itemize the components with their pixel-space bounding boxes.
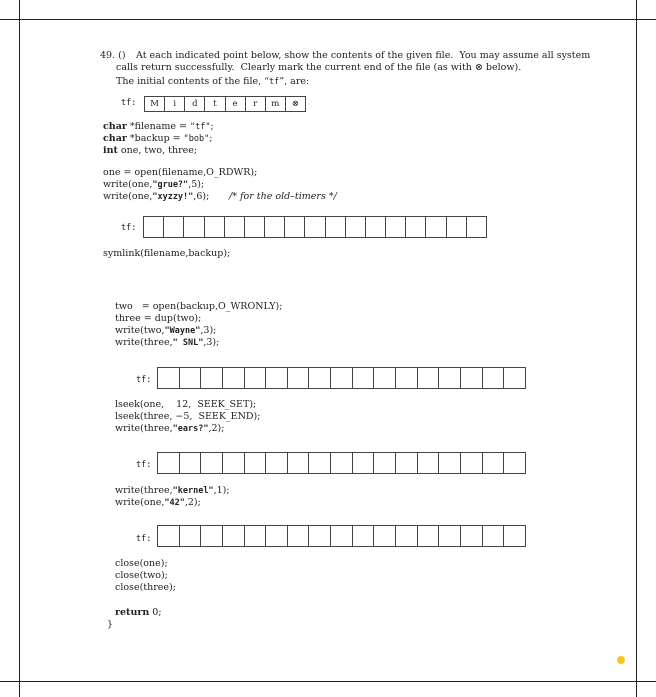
answer-cell[interactable] <box>245 368 267 388</box>
code-write-kernel <box>115 485 230 497</box>
decl-line-3 <box>103 145 197 157</box>
initial-contents-text <box>116 76 309 88</box>
answer-cell[interactable] <box>288 526 310 546</box>
code-text: ,2); <box>208 423 225 434</box>
initial-prefix: The initial contents of the file, “ <box>116 76 270 87</box>
code-lseek-one: lseek(one, 12, SEEK_SET); <box>115 399 257 410</box>
answer-cell[interactable] <box>266 453 288 473</box>
code-return <box>115 607 162 619</box>
answer-cell[interactable] <box>353 453 375 473</box>
answer-cell[interactable] <box>180 453 202 473</box>
code-dup: three = dup(two); <box>115 313 202 324</box>
answer-cell[interactable] <box>504 526 525 546</box>
answer-cell[interactable] <box>366 217 386 237</box>
answer-cell[interactable] <box>418 453 440 473</box>
answer-cell[interactable] <box>158 453 180 473</box>
answer-box-2-label: tf: <box>136 375 152 385</box>
answer-cell[interactable] <box>461 453 483 473</box>
code-write-grue <box>103 179 204 191</box>
code-write-xyzzy <box>103 191 209 203</box>
string-literal: "kernel" <box>172 486 214 496</box>
initial-file-label: tf: <box>121 98 137 108</box>
answer-cell[interactable] <box>180 526 202 546</box>
code-text: write(two, <box>115 325 165 336</box>
answer-cell[interactable] <box>326 217 346 237</box>
answer-box-1[interactable] <box>143 216 487 238</box>
code-text: ,3); <box>203 337 220 348</box>
answer-cell[interactable] <box>205 217 225 237</box>
answer-cell[interactable] <box>426 217 446 237</box>
answer-cell[interactable] <box>245 217 265 237</box>
decl-text: ; <box>209 133 213 144</box>
answer-cell[interactable] <box>396 526 418 546</box>
decl-line-2 <box>103 133 212 145</box>
answer-cell[interactable] <box>288 368 310 388</box>
answer-cell[interactable] <box>439 526 461 546</box>
code-lseek-three: lseek(three, −5, SEEK_END); <box>115 411 261 422</box>
right-rule <box>636 0 637 697</box>
answer-cell[interactable] <box>285 217 305 237</box>
answer-box-1-label: tf: <box>121 223 137 233</box>
code-text: write(one, <box>115 497 165 508</box>
answer-cell[interactable] <box>504 368 525 388</box>
decl-text: *backup = <box>126 133 184 144</box>
string-literal: "Wayne" <box>164 326 201 336</box>
answer-cell[interactable] <box>331 368 353 388</box>
answer-cell[interactable] <box>483 526 505 546</box>
answer-box-3-label: tf: <box>136 460 152 470</box>
code-text: ,3); <box>200 325 217 336</box>
answer-cell[interactable] <box>184 217 204 237</box>
answer-cell[interactable] <box>245 526 267 546</box>
answer-cell[interactable] <box>158 526 180 546</box>
file-char-cell: i <box>165 97 185 111</box>
answer-cell[interactable] <box>374 368 396 388</box>
answer-box-2[interactable] <box>157 367 526 389</box>
answer-cell[interactable] <box>467 217 486 237</box>
answer-cell[interactable] <box>418 368 440 388</box>
file-char-cell: m <box>266 97 286 111</box>
code-text: ,5); <box>188 179 205 190</box>
code-close-two: close(two); <box>115 570 168 581</box>
code-text: write(three, <box>115 337 173 348</box>
answer-cell[interactable] <box>223 453 245 473</box>
code-write-42 <box>115 497 201 509</box>
string-literal: "tf" <box>190 122 211 132</box>
answer-cell[interactable] <box>180 368 202 388</box>
left-rule <box>19 0 20 697</box>
answer-cell[interactable] <box>504 453 525 473</box>
answer-cell[interactable] <box>309 368 331 388</box>
answer-cell[interactable] <box>461 368 483 388</box>
question-prompt-line2: calls return successfully. Clearly mark the current end of the file (as with ⊗ below). <box>116 62 522 73</box>
code-open-two: two = open(backup,O_WRONLY); <box>115 301 283 312</box>
string-literal: "grue?" <box>152 180 189 190</box>
file-char-cell: e <box>226 97 246 111</box>
code-text: ,6); <box>193 191 210 202</box>
answer-cell[interactable] <box>223 526 245 546</box>
answer-cell[interactable] <box>353 368 375 388</box>
code-text: ,1); <box>213 485 230 496</box>
answer-cell[interactable] <box>396 453 418 473</box>
answer-cell[interactable] <box>201 453 223 473</box>
answer-cell[interactable] <box>483 453 505 473</box>
eof-marker-cell: ⊗ <box>291 99 299 109</box>
decl-text: *filename = <box>126 121 191 132</box>
answer-cell[interactable] <box>439 453 461 473</box>
yellow-dot-marker <box>617 656 625 664</box>
top-rule <box>0 19 656 20</box>
bottom-rule <box>0 681 656 682</box>
answer-cell[interactable] <box>223 368 245 388</box>
initial-file-cells <box>144 96 306 112</box>
answer-cell[interactable] <box>346 217 366 237</box>
code-text: 0; <box>149 607 162 618</box>
initial-filename: tf <box>269 77 280 87</box>
question-number: 49. () <box>100 50 126 61</box>
answer-cell[interactable] <box>406 217 426 237</box>
code-text: ,2); <box>184 497 201 508</box>
decl-text: ; <box>210 121 214 132</box>
answer-cell[interactable] <box>461 526 483 546</box>
code-write-wayne <box>115 325 216 337</box>
code-close-one: close(one); <box>115 558 168 569</box>
answer-cell[interactable] <box>201 526 223 546</box>
answer-cell[interactable] <box>374 526 396 546</box>
string-literal: "42" <box>164 498 185 508</box>
answer-cell[interactable] <box>374 453 396 473</box>
answer-cell[interactable] <box>447 217 467 237</box>
string-literal: "ears?" <box>172 424 209 434</box>
decl-text: one, two, three; <box>117 145 198 156</box>
answer-cell[interactable] <box>288 453 310 473</box>
answer-cell[interactable] <box>396 368 418 388</box>
answer-cell[interactable] <box>483 368 505 388</box>
code-text: write(three, <box>115 423 173 434</box>
answer-box-4-label: tf: <box>136 534 152 544</box>
answer-cell[interactable] <box>331 526 353 546</box>
answer-cell[interactable] <box>266 526 288 546</box>
code-text: write(three, <box>115 485 173 496</box>
code-symlink: symlink(filename,backup); <box>103 248 231 259</box>
file-char-cell: d <box>185 97 205 111</box>
file-char-cell: t <box>205 97 225 111</box>
answer-cell[interactable] <box>331 453 353 473</box>
keyword-int: int <box>103 145 118 156</box>
file-char-cell: M <box>145 97 165 111</box>
code-write-snl <box>115 337 219 349</box>
answer-cell[interactable] <box>225 217 245 237</box>
answer-cell[interactable] <box>309 453 331 473</box>
answer-cell[interactable] <box>245 453 267 473</box>
answer-cell[interactable] <box>265 217 285 237</box>
answer-cell[interactable] <box>439 368 461 388</box>
answer-cell[interactable] <box>309 526 331 546</box>
answer-cell[interactable] <box>353 526 375 546</box>
keyword-char: char <box>103 133 127 144</box>
decl-line-1 <box>103 121 214 133</box>
initial-suffix: ”, are: <box>279 76 310 87</box>
string-literal: " SNL" <box>172 338 204 348</box>
string-literal: "bob" <box>183 134 210 144</box>
closing-brace: } <box>107 619 114 630</box>
answer-box-4[interactable] <box>157 525 526 547</box>
answer-cell[interactable] <box>158 368 180 388</box>
keyword-char: char <box>103 121 127 132</box>
answer-cell[interactable] <box>418 526 440 546</box>
answer-cell[interactable] <box>201 368 223 388</box>
code-text: write(one, <box>103 191 153 202</box>
answer-cell[interactable] <box>144 217 164 237</box>
code-close-three: close(three); <box>115 582 176 593</box>
code-open-one: one = open(filename,O_RDWR); <box>103 167 258 178</box>
code-write-ears <box>115 423 224 435</box>
keyword-return: return <box>115 607 150 618</box>
question-prompt-line1: At each indicated point below, show the contents of the given file. You may assume all system <box>136 50 591 61</box>
code-text: write(one, <box>103 179 153 190</box>
string-literal: "xyzzy!" <box>152 192 194 202</box>
file-char-cell: r <box>246 97 266 111</box>
answer-cell[interactable] <box>164 217 184 237</box>
answer-cell[interactable] <box>386 217 406 237</box>
answer-cell[interactable] <box>305 217 325 237</box>
answer-box-3[interactable] <box>157 452 526 474</box>
answer-cell[interactable] <box>266 368 288 388</box>
code-comment: /* for the old–timers */ <box>229 191 337 202</box>
